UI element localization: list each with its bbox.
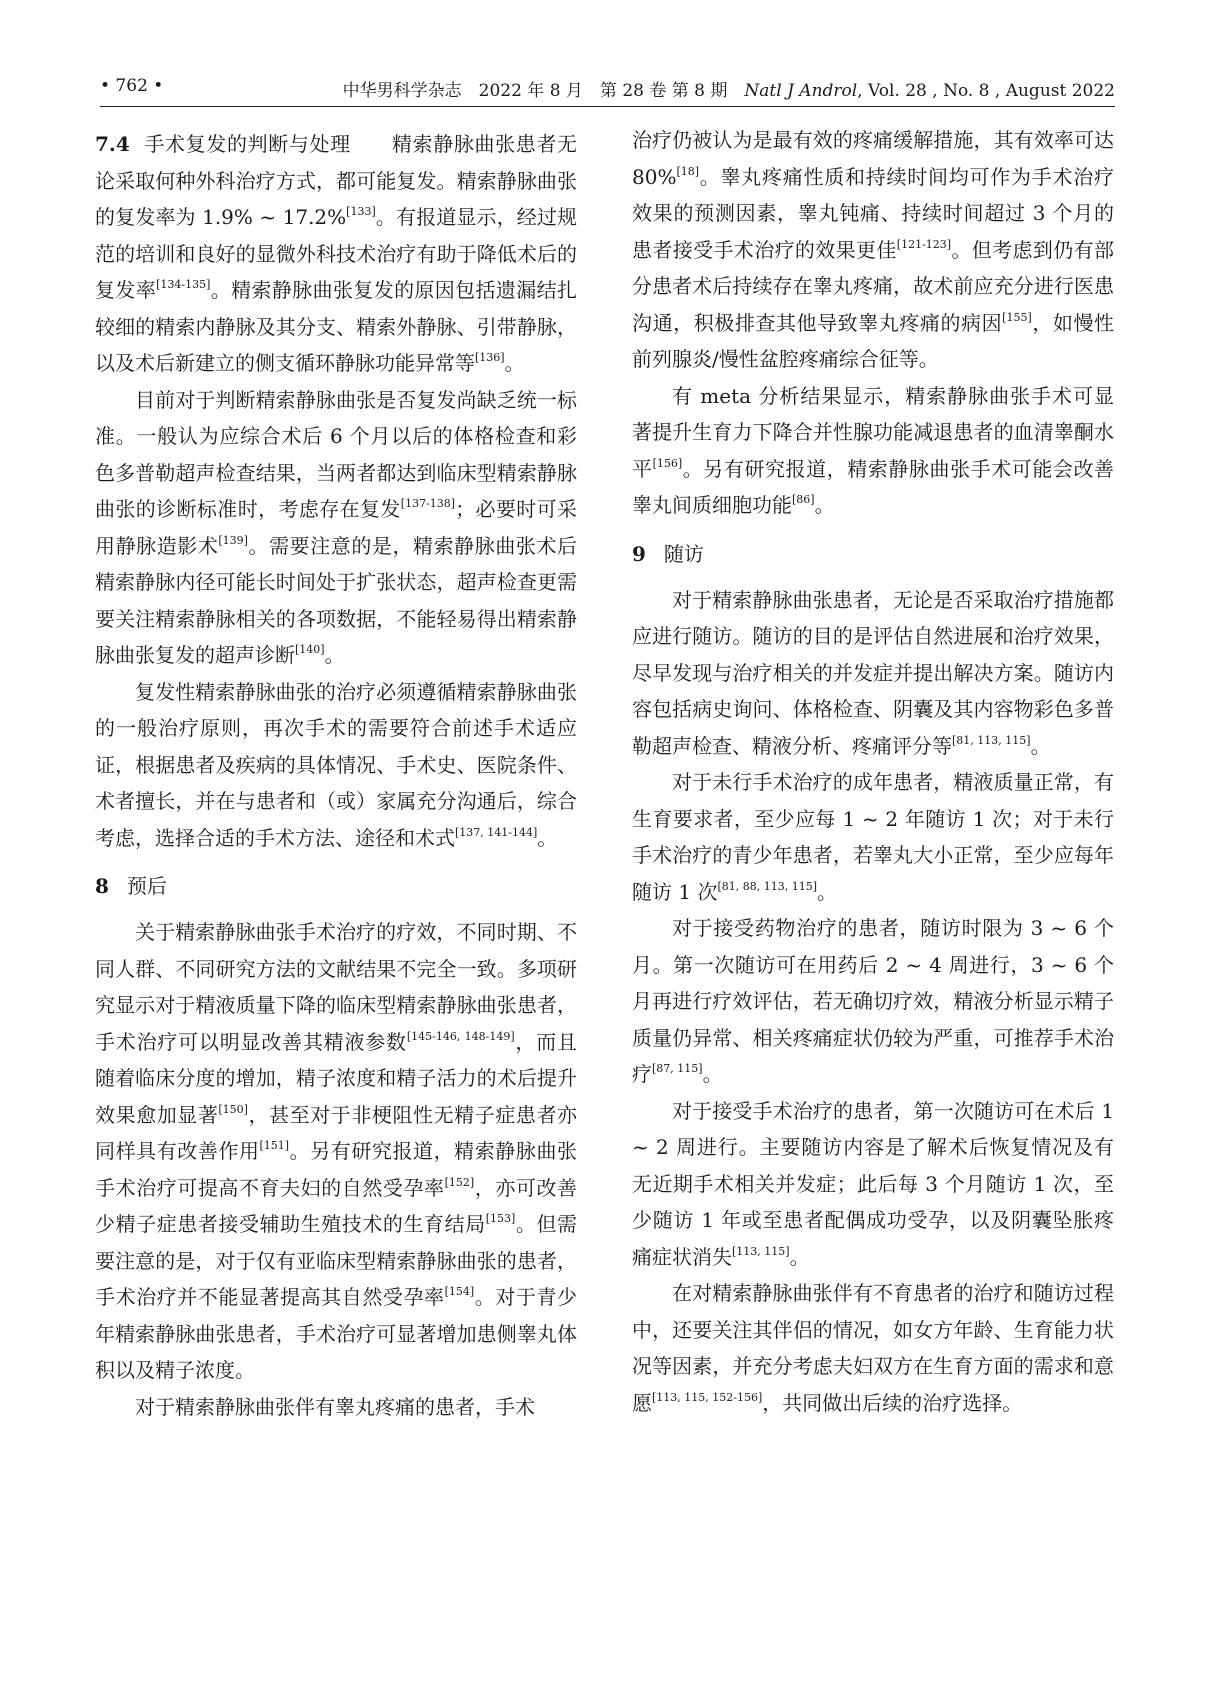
- citation: [154]: [444, 1285, 475, 1298]
- paragraph: 目前对于判断精索静脉曲张是否复发尚缺乏统一标准。一般认为应综合术后 6 个月以后的体格检查和彩色多普勒超声检查结果，当两者都达到临床型精索静脉曲张的诊断标准时，考虑存在复发[137-138]；必要时可采用静脉造影术[139]。需要注意的是，精索静脉曲张术后精索静脉内径可能长时间处于扩张状态，超声检查更需要关注精索静脉相关的各项数据，不能轻易得出精索静脉曲张复发的超声诊断[140]。: [95, 387, 578, 667]
- citation: [87, 115]: [652, 1062, 703, 1075]
- header-rule: [100, 106, 1115, 107]
- journal-citation: [343, 76, 1115, 101]
- journal-name: 中华男科学杂志 2022 年 8 月 第 28 卷 第 8 期: [342, 81, 728, 101]
- citation: [133]: [346, 205, 376, 218]
- citation: [121-123]: [896, 237, 952, 251]
- citation: [155]: [1002, 310, 1032, 324]
- paragraph: 对于未行手术治疗的成年患者，精液质量正常，有生育要求者，至少应每 1 ~ 2 年随访 1 次；对于未行手术治疗的青少年患者，若睾丸大小正常，至少应每年随访 1 次[81, 88, 113, 115]。: [632, 770, 1114, 904]
- citation: [153]: [485, 1212, 516, 1225]
- section-8-heading: 8 预后: [95, 874, 167, 898]
- citation: [113, 115]: [732, 1244, 790, 1258]
- citation: [137-138]: [400, 497, 456, 510]
- paragraph: 在对精索静脉曲张伴有不育患者的治疗和随访过程中，还要关注其伴侣的情况，如女方年龄、生育能力状况等因素，并充分考虑夫妇双方在生育方面的需求和意愿[113, 115, 152-156]，共同做出后续的治疗选择。: [632, 1281, 1114, 1415]
- citation: [137, 141-144]: [455, 825, 538, 839]
- paragraph: 对于精索静脉曲张伴有睾丸疼痛的患者，手术: [135, 1394, 535, 1419]
- citation: [81, 113, 115]: [952, 733, 1031, 747]
- citation: [156]: [652, 456, 683, 470]
- page-number: • 762 •: [100, 76, 164, 96]
- citation: [86]: [792, 493, 815, 506]
- section-9-heading: 9 随访: [632, 541, 704, 566]
- citation: [139]: [218, 533, 248, 547]
- section-7-4-heading: 7.4 手术复发的判断与处理: [95, 132, 351, 156]
- citation: [18]: [676, 164, 700, 178]
- citation: [150]: [218, 1102, 248, 1116]
- paragraph: 关于精索静脉曲张手术治疗的疗效，不同时期、不同人群、不同研究方法的文献结果不完全一致。多项研究显示对于精液质量下降的临床型精索静脉曲张患者，手术治疗可以明显改善其精液参数[145-146, 148-149]，而且随着临床分度的增加，精子浓度和精子活力的术后提升效果愈加显著[150]，甚至对于非梗阻性无精子症患者亦同样具有改善作用[151]。另有研究报道，精索静脉曲张手术治疗可提高不育夫妇的自然受孕率[152]，亦可改善少精子症患者接受辅助生殖技术的生育结局[153]。但需要注意的是，对于仅有亚临床型精索静脉曲张的患者，手术治疗并不能显著提高其自然受孕率[154]。对于青少年精索静脉曲张患者，手术治疗可显著增加患侧睾丸体积以及精子浓度。: [95, 920, 578, 1382]
- citation: [136]: [475, 351, 505, 364]
- citation: [140]: [295, 643, 325, 656]
- citation: [151]: [259, 1139, 290, 1152]
- issue-info: , Vol. 28 , No. 8 , August 2022: [857, 81, 1115, 101]
- left-column: [95, 126, 577, 1425]
- citation: [113, 115, 152-156]: [652, 1390, 763, 1404]
- right-column: [632, 122, 1114, 1421]
- citation: [81, 88, 113, 115]: [717, 879, 818, 893]
- citation: [134-135]: [156, 278, 211, 291]
- running-header: [100, 72, 1115, 106]
- citation: [152]: [444, 1175, 475, 1189]
- paragraph: 复发性精索静脉曲张的治疗必须遵循精索静脉曲张的一般治疗原则，再次手术的需要符合前述手术适应证，根据患者及疾病的具体情况、手术史、医院条件、术者擅长，并在与患者和（或）家属充分沟通后，综合考虑，选择合适的手术方法、途径和术式[137, 141-144]。: [95, 679, 577, 850]
- paragraph-continued: 治疗仍被认为是最有效的疼痛缓解措施，其有效率可达 80%[18]。睾丸疼痛性质和持续时间均可作为手术治疗效果的预测因素，睾丸钝痛、持续时间超过 3 个月的患者接受手术治疗的效果更佳[121-123]。但考虑到仍有部分患者术后持续存在睾丸疼痛，故术前应充分进行医患沟通，积极排查其他导致睾丸疼痛的病因[155]，如慢性前列腺炎/慢性盆腔疼痛综合征等。: [632, 128, 1115, 371]
- paragraph: 对于接受手术治疗的患者，第一次随访可在术后 1 ~ 2 周进行。主要随访内容是了解术后恢复情况及有无近期手术相关并发症；此后每 3 个月随访 1 次，至少随访 1 年或至患者配偶成功受孕，以及阴囊坠胀疼痛症状消失[113, 115]。: [632, 1098, 1114, 1269]
- journal-latin: Natl J Androl: [744, 81, 858, 101]
- citation: [145-146, 148-149]: [406, 1029, 515, 1043]
- paragraph: 对于精索静脉曲张患者，无论是否采取治疗措施都应进行随访。随访的目的是评估自然进展和治疗效果，尽早发现与治疗相关的并发症并提出解决方案。随访内容包括病史询问、体格检查、阴囊及其内容物彩色多普勒超声检查、精液分析、疼痛评分等[81, 113, 115]。: [632, 587, 1114, 758]
- paragraph-7-4: 7.4 手术复发的判断与处理 精索静脉曲张患者无论采取何种外科治疗方式，都可能复发。精索静脉曲张的复发率为 1.9% ~ 17.2%[133]。有报道显示，经过规范的培训和良好的显微外科技术治疗有助于降低术后的复发率[134-135]。精索静脉曲张复发的原因包括遗漏结扎较细的精索内静脉及其分支、精索外静脉、引带静脉，以及术后新建立的侧支循环静脉功能异常等[136]。: [95, 132, 578, 375]
- paragraph: 对于接受药物治疗的患者，随访时限为 3 ~ 6 个月。第一次随访可在用药后 2 ~ 4 周进行，3 ~ 6 个月再进行疗效评估，若无确切疗效，精液分析显示精子质量仍异常、相关疼痛症状仍较为严重，可推荐手术治疗[87, 115]。: [632, 916, 1114, 1086]
- paragraph: 有 meta 分析结果显示，精索静脉曲张手术可显著提升生育力下降合并性腺功能减退患者的血清睾酮水平[156]。另有研究报道，精索静脉曲张手术可能会改善睾丸间质细胞功能[86]。: [632, 383, 1115, 517]
